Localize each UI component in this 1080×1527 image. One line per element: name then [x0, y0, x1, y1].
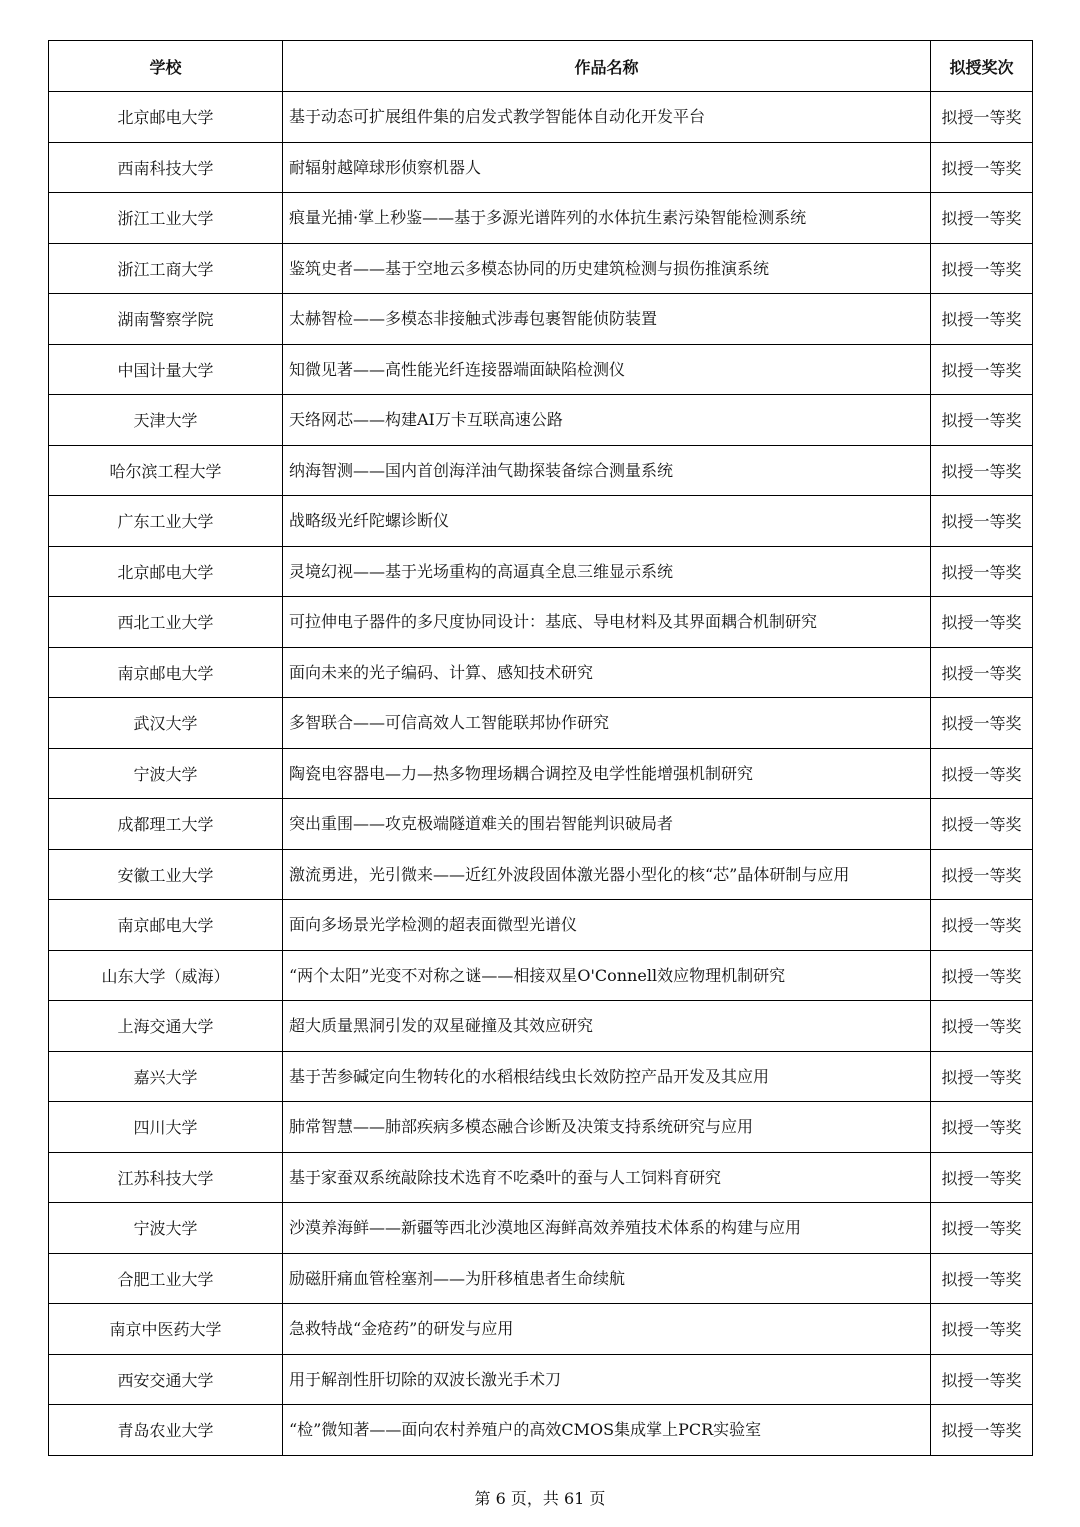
award-cell: 拟授一等奖: [931, 698, 1033, 749]
school-cell: 安徽工业大学: [49, 849, 283, 900]
school-cell: 宁波大学: [49, 1203, 283, 1254]
work-title-cell: 急救特战“金疮药”的研发与应用: [283, 1304, 931, 1355]
award-cell: 拟授一等奖: [931, 1304, 1033, 1355]
award-cell: 拟授一等奖: [931, 1354, 1033, 1405]
award-cell: 拟授一等奖: [931, 597, 1033, 648]
school-cell: 天津大学: [49, 395, 283, 446]
work-title-cell: 痕量光捕·掌上秒鉴——基于多源光谱阵列的水体抗生素污染智能检测系统: [283, 193, 931, 244]
table-row: [49, 1102, 1033, 1153]
work-title-cell: 可拉伸电子器件的多尺度协同设计：基底、导电材料及其界面耦合机制研究: [283, 597, 931, 648]
header-work-title: 作品名称: [283, 41, 931, 92]
school-cell: 广东工业大学: [49, 496, 283, 547]
work-title-cell: “两个太阳”光变不对称之谜——相接双星O'Connell效应物理机制研究: [283, 950, 931, 1001]
school-cell: 西南科技大学: [49, 142, 283, 193]
work-title-cell: 陶瓷电容器电—力—热多物理场耦合调控及电学性能增强机制研究: [283, 748, 931, 799]
school-cell: 西北工业大学: [49, 597, 283, 648]
award-cell: 拟授一等奖: [931, 647, 1033, 698]
work-title-cell: 沙漠养海鲜——新疆等西北沙漠地区海鲜高效养殖技术体系的构建与应用: [283, 1203, 931, 1254]
table-row: [49, 496, 1033, 547]
work-title-cell: 多智联合——可信高效人工智能联邦协作研究: [283, 698, 931, 749]
school-cell: 北京邮电大学: [49, 92, 283, 143]
school-cell: 哈尔滨工程大学: [49, 445, 283, 496]
table-row: [49, 395, 1033, 446]
award-cell: 拟授一等奖: [931, 799, 1033, 850]
table-row: [49, 142, 1033, 193]
award-cell: 拟授一等奖: [931, 748, 1033, 799]
table-row: [49, 445, 1033, 496]
work-title-cell: 激流勇进，光引微来——近红外波段固体激光器小型化的核“芯”晶体研制与应用: [283, 849, 931, 900]
work-title-cell: “检”微知著——面向农村养殖户的高效CMOS集成掌上PCR实验室: [283, 1405, 931, 1456]
school-cell: 武汉大学: [49, 698, 283, 749]
award-cell: 拟授一等奖: [931, 395, 1033, 446]
work-title-cell: 耐辐射越障球形侦察机器人: [283, 142, 931, 193]
work-title-cell: 知微见著——高性能光纤连接器端面缺陷检测仪: [283, 344, 931, 395]
award-cell: 拟授一等奖: [931, 1051, 1033, 1102]
school-cell: 南京邮电大学: [49, 647, 283, 698]
award-cell: 拟授一等奖: [931, 900, 1033, 951]
table-header-row: [49, 41, 1033, 92]
award-cell: 拟授一等奖: [931, 142, 1033, 193]
award-cell: 拟授一等奖: [931, 950, 1033, 1001]
work-title-cell: 励磁肝痛血管栓塞剂——为肝移植患者生命续航: [283, 1253, 931, 1304]
page-number: 第 6 页，共 61 页: [474, 1489, 606, 1508]
school-cell: 嘉兴大学: [49, 1051, 283, 1102]
school-cell: 青岛农业大学: [49, 1405, 283, 1456]
award-cell: 拟授一等奖: [931, 92, 1033, 143]
table-row: [49, 344, 1033, 395]
header-school: 学校: [49, 41, 283, 92]
work-title-cell: 基于动态可扩展组件集的启发式教学智能体自动化开发平台: [283, 92, 931, 143]
school-cell: 南京邮电大学: [49, 900, 283, 951]
school-cell: 江苏科技大学: [49, 1152, 283, 1203]
award-cell: 拟授一等奖: [931, 1001, 1033, 1052]
table-row: [49, 698, 1033, 749]
table-row: [49, 1253, 1033, 1304]
work-title-cell: 面向多场景光学检测的超表面微型光谱仪: [283, 900, 931, 951]
school-cell: 上海交通大学: [49, 1001, 283, 1052]
table-row: [49, 1304, 1033, 1355]
work-title-cell: 战略级光纤陀螺诊断仪: [283, 496, 931, 547]
table-row: [49, 647, 1033, 698]
award-table: [48, 40, 1033, 1456]
award-cell: 拟授一等奖: [931, 1102, 1033, 1153]
table-row: [49, 950, 1033, 1001]
school-cell: 南京中医药大学: [49, 1304, 283, 1355]
school-cell: 西安交通大学: [49, 1354, 283, 1405]
work-title-cell: 纳海智测——国内首创海洋油气勘探装备综合测量系统: [283, 445, 931, 496]
table-row: [49, 1001, 1033, 1052]
work-title-cell: 超大质量黑洞引发的双星碰撞及其效应研究: [283, 1001, 931, 1052]
award-cell: 拟授一等奖: [931, 496, 1033, 547]
work-title-cell: 突出重围——攻克极端隧道难关的围岩智能判识破局者: [283, 799, 931, 850]
school-cell: 湖南警察学院: [49, 294, 283, 345]
work-title-cell: 太赫智检——多模态非接触式涉毒包裹智能侦防装置: [283, 294, 931, 345]
table-row: [49, 243, 1033, 294]
award-cell: 拟授一等奖: [931, 294, 1033, 345]
award-cell: 拟授一等奖: [931, 849, 1033, 900]
award-cell: 拟授一等奖: [931, 1152, 1033, 1203]
award-cell: 拟授一等奖: [931, 546, 1033, 597]
table-row: [49, 748, 1033, 799]
school-cell: 合肥工业大学: [49, 1253, 283, 1304]
school-cell: 宁波大学: [49, 748, 283, 799]
table-row: [49, 294, 1033, 345]
work-title-cell: 用于解剖性肝切除的双波长激光手术刀: [283, 1354, 931, 1405]
table-row: [49, 799, 1033, 850]
table-row: [49, 1203, 1033, 1254]
award-cell: 拟授一等奖: [931, 1203, 1033, 1254]
work-title-cell: 基于苦参碱定向生物转化的水稻根结线虫长效防控产品开发及其应用: [283, 1051, 931, 1102]
table-row: [49, 1405, 1033, 1456]
award-cell: 拟授一等奖: [931, 344, 1033, 395]
school-cell: 北京邮电大学: [49, 546, 283, 597]
award-cell: 拟授一等奖: [931, 1405, 1033, 1456]
school-cell: 浙江工业大学: [49, 193, 283, 244]
work-title-cell: 面向未来的光子编码、计算、感知技术研究: [283, 647, 931, 698]
work-title-cell: 鉴筑史者——基于空地云多模态协同的历史建筑检测与损伤推演系统: [283, 243, 931, 294]
table-row: [49, 546, 1033, 597]
table-row: [49, 92, 1033, 143]
work-title-cell: 灵境幻视——基于光场重构的高逼真全息三维显示系统: [283, 546, 931, 597]
table-row: [49, 193, 1033, 244]
award-cell: 拟授一等奖: [931, 243, 1033, 294]
table-row: [49, 1051, 1033, 1102]
work-title-cell: 天络网芯——构建AI万卡互联高速公路: [283, 395, 931, 446]
work-title-cell: 肺常智慧——肺部疾病多模态融合诊断及决策支持系统研究与应用: [283, 1102, 931, 1153]
table-body: [49, 92, 1033, 1456]
school-cell: 山东大学（威海）: [49, 950, 283, 1001]
school-cell: 成都理工大学: [49, 799, 283, 850]
work-title-cell: 基于家蚕双系统敲除技术选育不吃桑叶的蚕与人工饲料育研究: [283, 1152, 931, 1203]
table-row: [49, 900, 1033, 951]
award-cell: 拟授一等奖: [931, 193, 1033, 244]
award-cell: 拟授一等奖: [931, 445, 1033, 496]
award-cell: 拟授一等奖: [931, 1253, 1033, 1304]
table-row: [49, 1354, 1033, 1405]
table-row: [49, 597, 1033, 648]
table-row: [49, 1152, 1033, 1203]
header-award: 拟授奖次: [931, 41, 1033, 92]
school-cell: 四川大学: [49, 1102, 283, 1153]
school-cell: 中国计量大学: [49, 344, 283, 395]
school-cell: 浙江工商大学: [49, 243, 283, 294]
table-row: [49, 849, 1033, 900]
